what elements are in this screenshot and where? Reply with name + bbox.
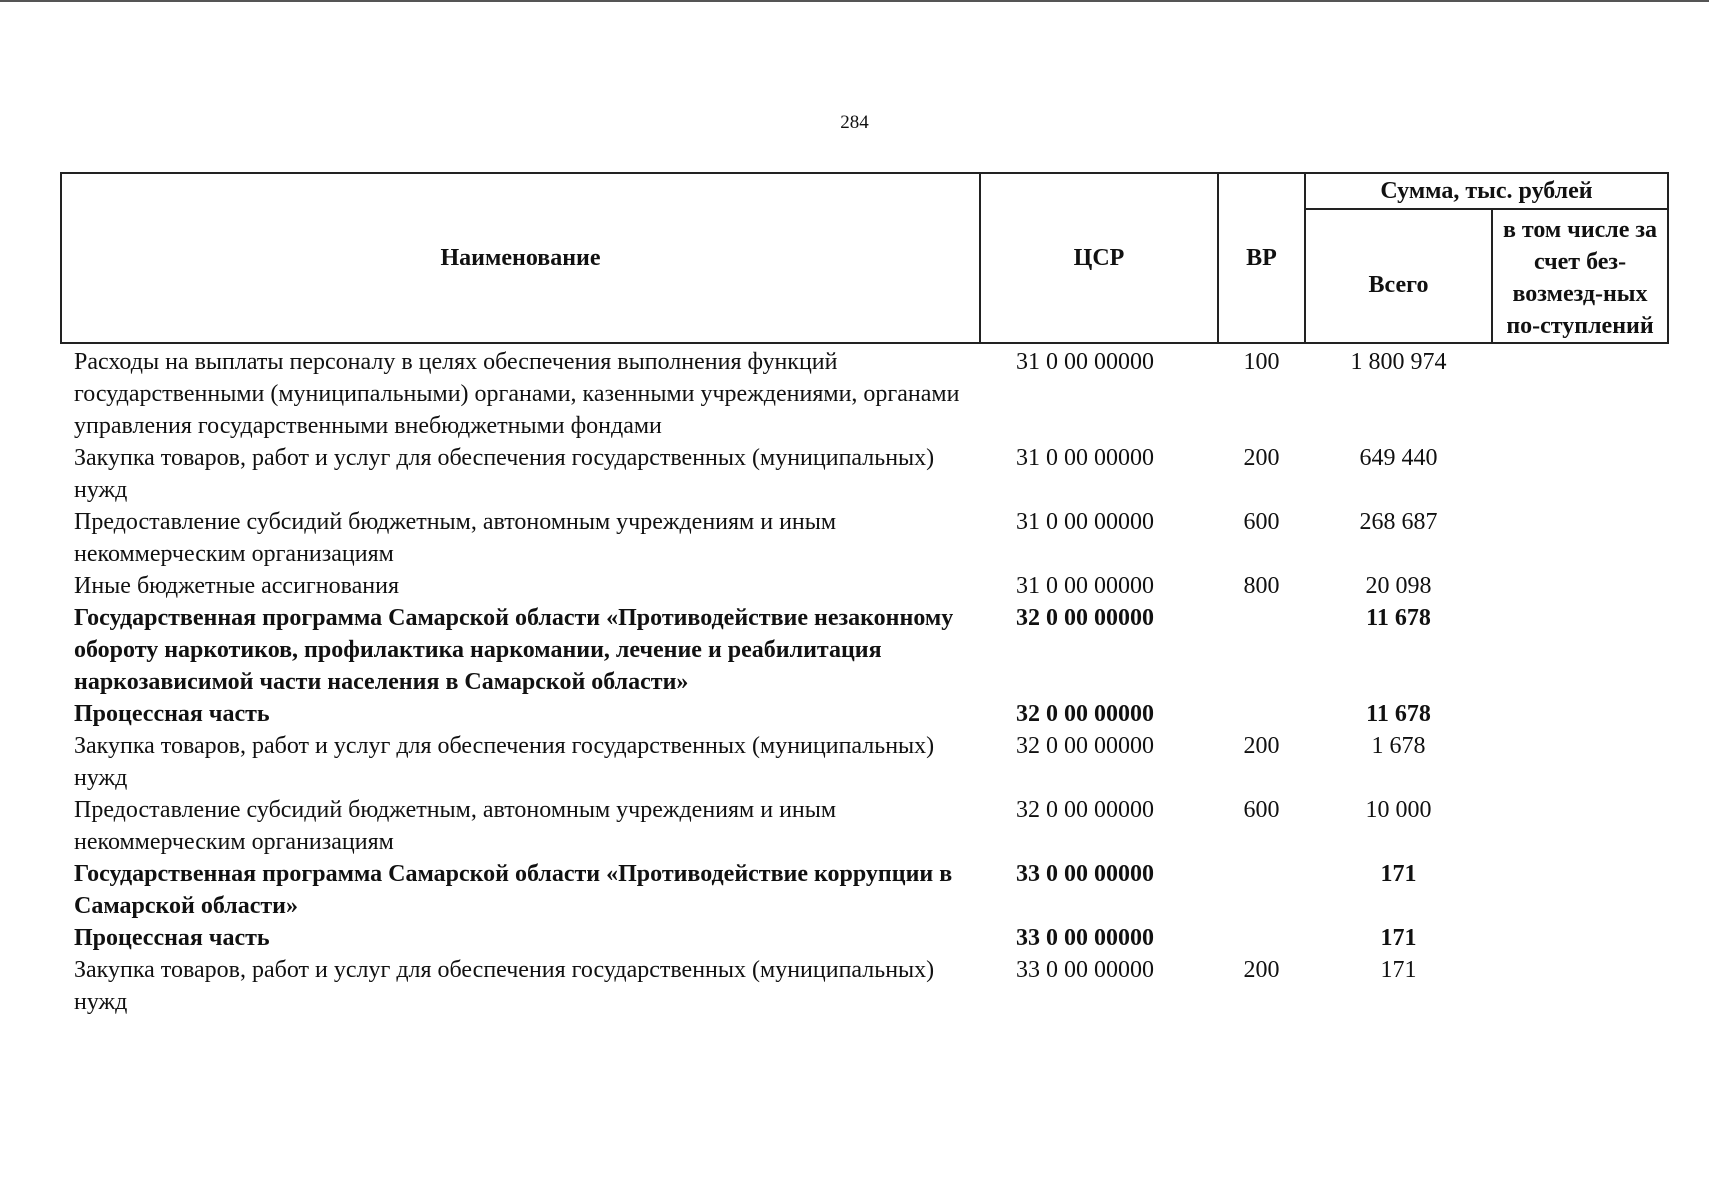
- cell-name: Процессная часть: [74, 701, 270, 727]
- cell-csr: 31 0 00 00000: [1016, 573, 1154, 599]
- cell-free: [1492, 570, 1668, 602]
- cell-total: 171: [1380, 861, 1417, 887]
- cell-vr: 100: [1243, 349, 1280, 375]
- cell-vr: [1218, 858, 1305, 922]
- cell-free: [1492, 506, 1668, 570]
- header-csr: ЦСР: [980, 173, 1218, 343]
- table-row: [61, 570, 1668, 602]
- cell-free: [1492, 922, 1668, 954]
- cell-vr: [1218, 922, 1305, 954]
- cell-vr: 200: [1243, 445, 1280, 471]
- table-body: [61, 343, 1668, 1018]
- cell-total: 1 800 974: [1350, 349, 1447, 375]
- cell-name: Государственная программа Самарской области «Противодействие коррупции в Самарской области»: [74, 861, 953, 919]
- header-free: в том числе за счет без-возмезд-ных по-ступлений: [1492, 209, 1668, 343]
- cell-total: 11 678: [1366, 605, 1431, 631]
- cell-total: 11 678: [1366, 701, 1431, 727]
- cell-total: 10 000: [1365, 797, 1432, 823]
- cell-vr: 600: [1243, 509, 1280, 535]
- table-row: [61, 794, 1668, 858]
- top-rule: [0, 0, 1709, 2]
- budget-table: [60, 172, 1669, 1018]
- cell-name: Иные бюджетные ассигнования: [74, 573, 399, 599]
- table-row: [61, 506, 1668, 570]
- page-number: 284: [840, 112, 869, 133]
- header-sum: Сумма, тыс. рублей: [1305, 173, 1668, 209]
- cell-name: Предоставление субсидий бюджетным, автономным учреждениям и иным некоммерческим организациям: [74, 509, 837, 567]
- cell-name: Расходы на выплаты персоналу в целях обеспечения выполнения функций государственными (муниципальными) органами, казенными учреждениями, органами управления государственными внебюджетными фондами: [74, 349, 960, 439]
- cell-free: [1492, 954, 1668, 1018]
- header-total: Всего: [1305, 209, 1492, 343]
- cell-csr: 33 0 00 00000: [1016, 861, 1154, 887]
- cell-total: 20 098: [1365, 573, 1432, 599]
- cell-free: [1492, 602, 1668, 698]
- cell-free: [1492, 442, 1668, 506]
- cell-vr: 200: [1243, 733, 1280, 759]
- cell-csr: 33 0 00 00000: [1016, 957, 1154, 983]
- table-row: [61, 730, 1668, 794]
- table-header: [61, 173, 1668, 343]
- table-row: [61, 922, 1668, 954]
- table-row: [61, 602, 1668, 698]
- cell-csr: 33 0 00 00000: [1016, 925, 1154, 951]
- cell-total: 268 687: [1359, 509, 1438, 535]
- cell-vr: 600: [1243, 797, 1280, 823]
- cell-name: Процессная часть: [74, 925, 270, 951]
- cell-free: [1492, 730, 1668, 794]
- cell-free: [1492, 858, 1668, 922]
- cell-vr: [1218, 602, 1305, 698]
- table-row: [61, 442, 1668, 506]
- cell-vr: 800: [1243, 573, 1280, 599]
- cell-csr: 31 0 00 00000: [1016, 349, 1154, 375]
- table-row: [61, 343, 1668, 442]
- cell-free: [1492, 698, 1668, 730]
- cell-name: Закупка товаров, работ и услуг для обеспечения государственных (муниципальных) нужд: [74, 957, 935, 1015]
- cell-total: 171: [1380, 925, 1417, 951]
- cell-free: [1492, 794, 1668, 858]
- cell-vr: 200: [1243, 957, 1280, 983]
- cell-csr: 31 0 00 00000: [1016, 445, 1154, 471]
- cell-csr: 31 0 00 00000: [1016, 509, 1154, 535]
- cell-csr: 32 0 00 00000: [1016, 605, 1154, 631]
- cell-name: Предоставление субсидий бюджетным, автономным учреждениям и иным некоммерческим организациям: [74, 797, 837, 855]
- table-row: [61, 954, 1668, 1018]
- cell-csr: 32 0 00 00000: [1016, 733, 1154, 759]
- cell-total: 649 440: [1359, 445, 1438, 471]
- cell-csr: 32 0 00 00000: [1016, 797, 1154, 823]
- cell-name: Закупка товаров, работ и услуг для обеспечения государственных (муниципальных) нужд: [74, 445, 935, 503]
- cell-total: 1 678: [1371, 733, 1426, 759]
- cell-name: Закупка товаров, работ и услуг для обеспечения государственных (муниципальных) нужд: [74, 733, 935, 791]
- table-row: [61, 858, 1668, 922]
- cell-total: 171: [1380, 957, 1417, 983]
- cell-free: [1492, 343, 1668, 442]
- cell-vr: [1218, 698, 1305, 730]
- table-row: [61, 698, 1668, 730]
- cell-csr: 32 0 00 00000: [1016, 701, 1154, 727]
- header-vr: ВР: [1218, 173, 1305, 343]
- header-name: Наименование: [61, 173, 980, 343]
- cell-name: Государственная программа Самарской области «Противодействие незаконному обороту наркотиков, профилактика наркомании, лечение и реабилитация наркозависимой части населения в Самарской области»: [74, 605, 954, 695]
